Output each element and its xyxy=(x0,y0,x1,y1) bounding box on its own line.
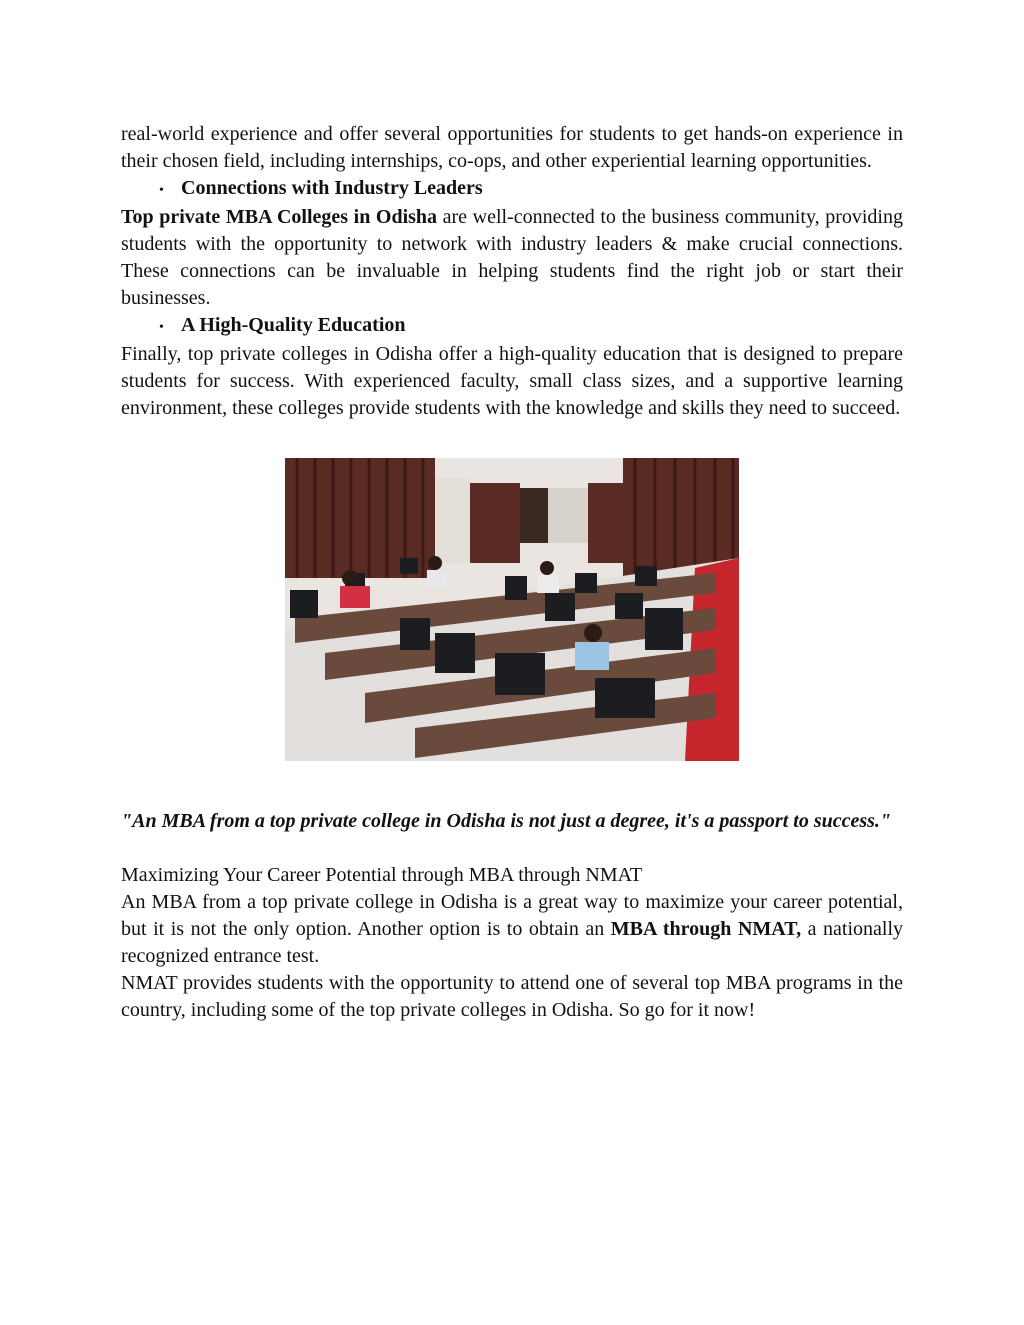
paragraph-nmat-option-end: a nationally recognized entrance test. xyxy=(121,918,903,967)
document-page xyxy=(121,121,903,1024)
mba-colleges-bold: Top private MBA Colleges in Odisha xyxy=(121,206,438,228)
bullet-dot: • xyxy=(159,320,164,335)
bullet-dot: • xyxy=(159,183,164,198)
computer-lab-illustration xyxy=(285,458,739,761)
mba-through-nmat-bold: MBA through NMAT, xyxy=(610,918,802,940)
paragraph-nmat-option xyxy=(121,889,903,970)
paragraph-education: Finally, top private colleges in Odisha offer a high-quality education that is designed to prepare students for success. With experienced faculty, small class sizes, and a supportive learning environment, these colleges provide students with the knowledge and skills they need to succeed. xyxy=(121,343,903,419)
bullet-connections xyxy=(121,175,903,204)
photo-container xyxy=(121,458,903,761)
quote: "An MBA from a top private college in Odisha is not just a degree, it's a passport to success." xyxy=(121,810,892,832)
paragraph-experience: real-world experience and offer several opportunities for students to get hands-on experience in their chosen field, including internships, co-ops, and other experiential learning opportunities. xyxy=(121,123,903,172)
computer-lab-photo xyxy=(285,458,739,761)
bullet-education-label: A High-Quality Education xyxy=(181,314,406,336)
bullet-connections-label: Connections with Industry Leaders xyxy=(181,177,483,199)
section-heading: Maximizing Your Career Potential through MBA through NMAT xyxy=(121,864,643,886)
paragraph-nmat-programs: NMAT provides students with the opportunity to attend one of several top MBA programs in the country, including some of the top private colleges in Odisha. So go for it now! xyxy=(121,972,903,1021)
paragraph-connections-text: are well-connected to the business community, providing students with the opportunity to network with industry leaders & make crucial connections. These connections can be invaluable in helping students find the right job or start their businesses. xyxy=(121,206,903,309)
bullet-education xyxy=(121,312,903,341)
paragraph-connections xyxy=(121,204,903,312)
paragraph-nmat-option-start: An MBA from a top private college in Odisha is a great way to maximize your career potential, but it is not the only option. Another option is to obtain an xyxy=(121,891,903,940)
